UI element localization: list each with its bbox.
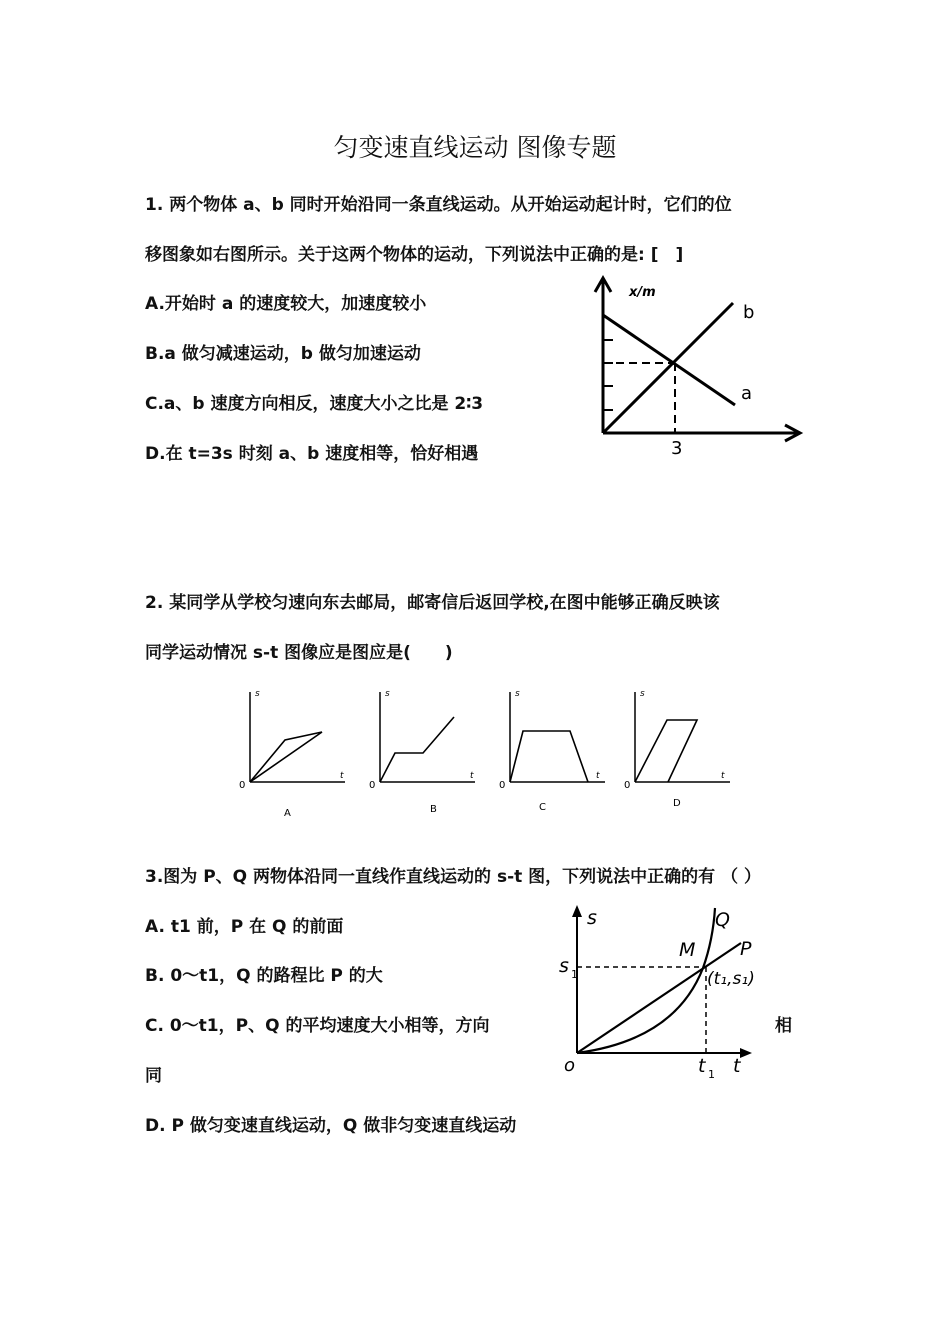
line-p xyxy=(577,943,741,1053)
q2-graph-b xyxy=(369,689,475,815)
q3-option-c-tail: 相 xyxy=(775,1016,792,1036)
svg-text:M: M xyxy=(679,939,696,961)
svg-text:B: B xyxy=(430,804,437,815)
line-a xyxy=(603,315,735,405)
svg-text:Q: Q xyxy=(715,909,730,931)
svg-text:s: s xyxy=(515,689,520,699)
svg-text:A: A xyxy=(284,808,291,819)
svg-text:1: 1 xyxy=(708,1068,715,1081)
q3-option-c: C. 0～t1，P、Q 的平均速度大小相等，方向 xyxy=(145,1016,490,1036)
svg-text:t: t xyxy=(596,771,600,781)
q3-stem: 3.图为 P、Q 两物体沿同一直线作直线运动的 s-t 图，下列说法中正确的有 （ ） xyxy=(145,867,762,887)
q1-xt-graph xyxy=(585,270,810,465)
curve-q xyxy=(577,908,715,1053)
q2-stem-line2: 同学运动情况 s-t 图像应是图应是( ) xyxy=(145,643,453,663)
line-b xyxy=(603,303,733,433)
q1-option-d: D.在 t=3s 时刻 a、b 速度相等，恰好相遇 xyxy=(145,444,479,464)
page-title: 匀变速直线运动 图像专题 xyxy=(333,133,617,162)
q1-option-a: A.开始时 a 的速度较大，加速度较小 xyxy=(145,294,427,314)
q2-graph-a xyxy=(239,689,345,819)
q2-graph-c xyxy=(499,689,605,813)
q2-stem-line1: 2. 某同学从学校匀速向东去邮局，邮寄信后返回学校,在图中能够正确反映该 xyxy=(145,593,720,613)
svg-text:0: 0 xyxy=(239,780,246,791)
svg-text:t: t xyxy=(470,771,474,781)
label-b: b xyxy=(743,302,755,323)
svg-text:P: P xyxy=(740,938,752,960)
q2-graph-options xyxy=(230,682,740,827)
svg-text:t: t xyxy=(733,1055,741,1077)
q3-option-b: B. 0～t1，Q 的路程比 P 的大 xyxy=(145,966,383,986)
svg-text:0: 0 xyxy=(499,780,506,791)
svg-text:s: s xyxy=(587,907,597,929)
svg-text:0: 0 xyxy=(369,780,376,791)
svg-text:t: t xyxy=(721,771,725,781)
q3-option-a: A. t1 前，P 在 Q 的前面 xyxy=(145,917,344,937)
svg-text:t: t xyxy=(340,771,344,781)
label-a: a xyxy=(741,383,753,404)
svg-text:t: t xyxy=(698,1055,706,1077)
q3-option-d: D. P 做匀变速直线运动，Q 做非匀变速直线运动 xyxy=(145,1116,517,1136)
q1-option-c: C.a、b 速度方向相反，速度大小之比是 2∶3 xyxy=(145,394,484,414)
svg-text:s: s xyxy=(385,689,390,699)
q3-st-graph xyxy=(555,900,770,1085)
svg-text:s: s xyxy=(559,955,569,977)
q1-ylabel: x/m xyxy=(629,285,656,300)
q1-xtick: 3 xyxy=(671,438,683,459)
svg-text:s: s xyxy=(640,689,645,699)
q1-option-b: B.a 做匀减速运动，b 做匀加速运动 xyxy=(145,344,421,364)
svg-text:C: C xyxy=(539,802,546,813)
q2-graph-d xyxy=(624,689,730,809)
svg-text:o: o xyxy=(564,1055,576,1076)
svg-text:s: s xyxy=(255,689,260,699)
svg-text:(t₁,s₁): (t₁,s₁) xyxy=(707,969,755,989)
q3-option-c-wrap: 同 xyxy=(145,1066,162,1086)
svg-text:1: 1 xyxy=(571,968,578,981)
q1-stem-line1: 1. 两个物体 a、b 同时开始沿同一条直线运动。从开始运动起计时，它们的位 xyxy=(145,195,732,215)
svg-text:D: D xyxy=(673,798,681,809)
svg-text:0: 0 xyxy=(624,780,631,791)
q1-stem-line2: 移图象如右图所示。关于这两个物体的运动，下列说法中正确的是: [ ] xyxy=(145,245,684,265)
